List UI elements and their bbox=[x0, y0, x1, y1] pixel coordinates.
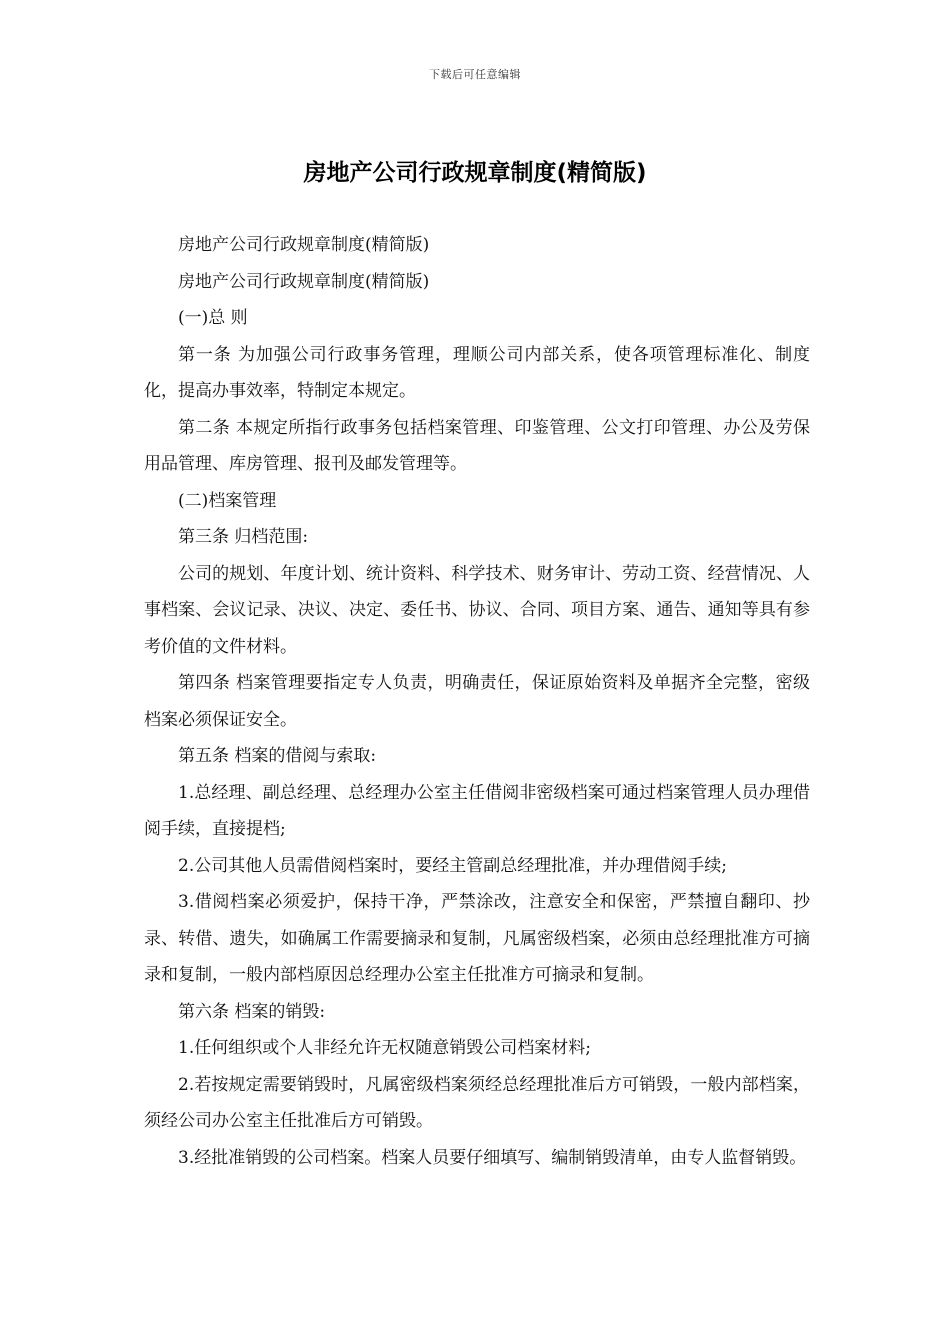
article-1: 第一条 为加强公司行政事务管理，理顺公司内部关系，使各项管理标准化、制度化，提高办事效率，特制定本规定。 bbox=[144, 344, 810, 401]
paragraph: 公司的规划、年度计划、统计资料、科学技术、财务审计、劳动工资、经营情况、人事档案、会议记录、决议、决定、委任书、协议、合同、项目方案、通告、通知等具有参考价值的文件材料。 bbox=[144, 563, 810, 657]
article-4: 第四条 档案管理要指定专人负责，明确责任，保证原始资料及单据齐全完整，密级档案必须保证安全。 bbox=[144, 673, 810, 730]
list-item: 2.若按规定需要销毁时，凡属密级档案须经总经理批准后方可销毁，一般内部档案，须经公司办公室主任批准后方可销毁。 bbox=[144, 1074, 810, 1131]
document-body bbox=[144, 227, 810, 1176]
article-3: 第三条 归档范围: bbox=[178, 527, 309, 547]
paragraph: 房地产公司行政规章制度(精简版) bbox=[178, 235, 430, 255]
list-item: 3.借阅档案必须爱护，保持干净，严禁涂改，注意安全和保密，严禁擅自翻印、抄录、转借、遗失，如确属工作需要摘录和复制，凡属密级档案，必须由总经理批准方可摘录和复制，一般内部档原因总经理办公室主任批准方可摘录和复制。 bbox=[144, 892, 810, 985]
document-title: 房地产公司行政规章制度(精简版) bbox=[303, 160, 647, 186]
list-item: 1.任何组织或个人非经允许无权随意销毁公司档案材料; bbox=[178, 1038, 591, 1058]
list-item: 3.经批准销毁的公司档案。档案人员要仔细填写、编制销毁清单，由专人监督销毁。 bbox=[178, 1147, 807, 1168]
article-5: 第五条 档案的借阅与索取: bbox=[178, 746, 377, 766]
paragraph: 房地产公司行政规章制度(精简版) bbox=[178, 271, 430, 292]
article-2: 第二条 本规定所指行政事务包括档案管理、印鉴管理、公文打印管理、办公及劳保用品管理、库房管理、报刊及邮发管理等。 bbox=[144, 417, 810, 474]
header-note: 下载后可任意编辑 bbox=[429, 68, 521, 81]
section-heading: (一)总 则 bbox=[178, 308, 248, 328]
article-6: 第六条 档案的销毁: bbox=[178, 1001, 326, 1022]
section-heading: (二)档案管理 bbox=[178, 490, 277, 511]
list-item: 2.公司其他人员需借阅档案时，要经主管副总经理批准，并办理借阅手续; bbox=[178, 855, 727, 876]
list-item: 1.总经理、副总经理、总经理办公室主任借阅非密级档案可通过档案管理人员办理借阅手续，直接提档; bbox=[144, 782, 810, 839]
